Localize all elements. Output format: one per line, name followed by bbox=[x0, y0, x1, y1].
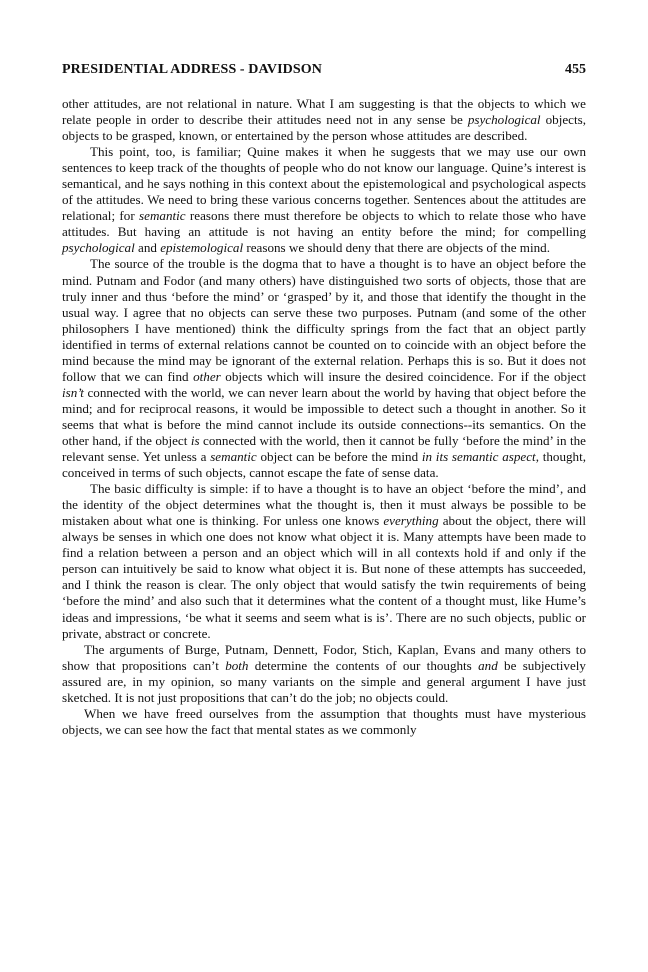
italic-run: semantic bbox=[139, 208, 186, 224]
text-run: other attitudes, are not relational in nature. What I am suggesting is that the objects to which we relate people in order to describe their attitudes need not in any sense be bbox=[62, 96, 586, 128]
paragraph-6 bbox=[62, 706, 586, 738]
text-run: connected with the world, we can never learn about the world by having that object before the mind; and for reciprocal reasons, it would be impossible to detect such a thought in another. So it seems that what is before the mind cannot include its outside connections--its semantics. On the other hand, if the object bbox=[62, 384, 586, 448]
page-number: 455 bbox=[565, 62, 586, 77]
paragraph-5 bbox=[62, 642, 586, 706]
text-run: The arguments of Burge, Putnam, Dennett, Fodor, Stich, Kaplan, Evans and many others to show that propositions can’t bbox=[62, 641, 586, 673]
paragraph-3 bbox=[62, 256, 586, 481]
text-run: The source of the trouble is the dogma that to have a thought is to have an object before the mind. Putnam and Fodor (and many others) have distinguished two sorts of objects, those that are truly inner and thus ‘before the mind’ or ‘grasped’ by it, and those that identify the thought in the usual way. I agree that no objects can serve these two purposes. Putnam (and some of the other philosophers I have mentioned) think the difficulty springs from the fact that an object partly identified in terms of external relations cannot be counted on to coincide with an object before the mind because the mind may be ignorant of the external relation. Perhaps this is so. But it does not follow that we can find bbox=[62, 256, 586, 384]
header-title: PRESIDENTIAL ADDRESS - DAVIDSON bbox=[62, 62, 322, 77]
italic-run: semantic bbox=[210, 449, 257, 465]
text-run: object can be before the mind bbox=[256, 449, 422, 465]
text-run: reasons we should deny that there are objects of the mind. bbox=[243, 240, 550, 256]
text-run: This point, too, is familiar; Quine makes it when he suggests that we may use our own sentences to keep track of the thoughts of people who do not know our language. Quine’s interest is semantical, and he says nothing in this context about the epistemological and psychological aspects of the attitudes. We need to bring these various concerns together. Sentences about the attitudes are relational; for bbox=[62, 144, 586, 224]
text-run: about the object, there will always be senses in which one does not know what object it is. Many attempts have been made to find a relation between a person and an object which will in all contexts hold if and only if the person can intuitively be said to know what object it is. But none of these attempts has succeeded, and I think the reason is clear. The only object that would satisfy the twin requirements of being ‘before the mind’ and also such that it determines what the content of a thought must, like Hume’s ideas and impressions, ‘be what it seems and seem what is is’. There are no such objects, public or private, abstract or concrete. bbox=[62, 513, 586, 641]
italic-run: everything bbox=[383, 513, 439, 529]
italic-run: psychological bbox=[62, 240, 135, 256]
text-run: objects, objects to be grasped, known, or entertained by the person whose attitudes are described. bbox=[62, 112, 586, 144]
italic-run: and bbox=[478, 657, 498, 673]
italic-run: isn’t bbox=[62, 384, 84, 400]
paragraph-4 bbox=[62, 481, 586, 641]
italic-run: both bbox=[225, 657, 249, 673]
text-run: The basic difficulty is simple: if to have a thought is to have an object ‘before the mind’, and the identity of the object determines what the thought is, then it must always be possible to be mistaken about what one is thinking. For unless one knows bbox=[62, 481, 586, 529]
body-text bbox=[62, 96, 586, 738]
text-run: When we have freed ourselves from the assumption that thoughts must have mysterious objects, we can see how the fact that mental states as we commonly bbox=[62, 705, 586, 737]
paragraph-2 bbox=[62, 144, 586, 256]
text-run: connected with the world, then it cannot be fully ‘before the mind’ in the relevant sense. Yet unless a bbox=[62, 432, 586, 465]
italic-run: is bbox=[190, 432, 200, 448]
italic-run: epistemological bbox=[160, 240, 244, 256]
italic-run: in its semantic aspect bbox=[421, 449, 536, 465]
text-run: determine the contents of our thoughts bbox=[248, 657, 479, 673]
text-run: be subjectively assured are, in my opinion, so many variants on the simple and general argument I have just sketched. It is not just propositions that can’t do the job; no objects could. bbox=[62, 657, 586, 705]
text-run: and bbox=[134, 240, 161, 256]
text-run: objects which will insure the desired coincidence. For if the object bbox=[220, 368, 586, 384]
italic-run: psychological bbox=[467, 112, 541, 128]
running-header bbox=[62, 62, 586, 84]
text-run: reasons there must therefore be objects to which to relate those who have attitudes. But having an attitude is not having an entity before the mind; for compelling bbox=[62, 208, 586, 240]
text-run: , thought, conceived in terms of such objects, cannot escape the fate of sense data. bbox=[62, 449, 586, 481]
paragraph-1 bbox=[62, 96, 586, 144]
italic-run: other bbox=[193, 368, 221, 384]
